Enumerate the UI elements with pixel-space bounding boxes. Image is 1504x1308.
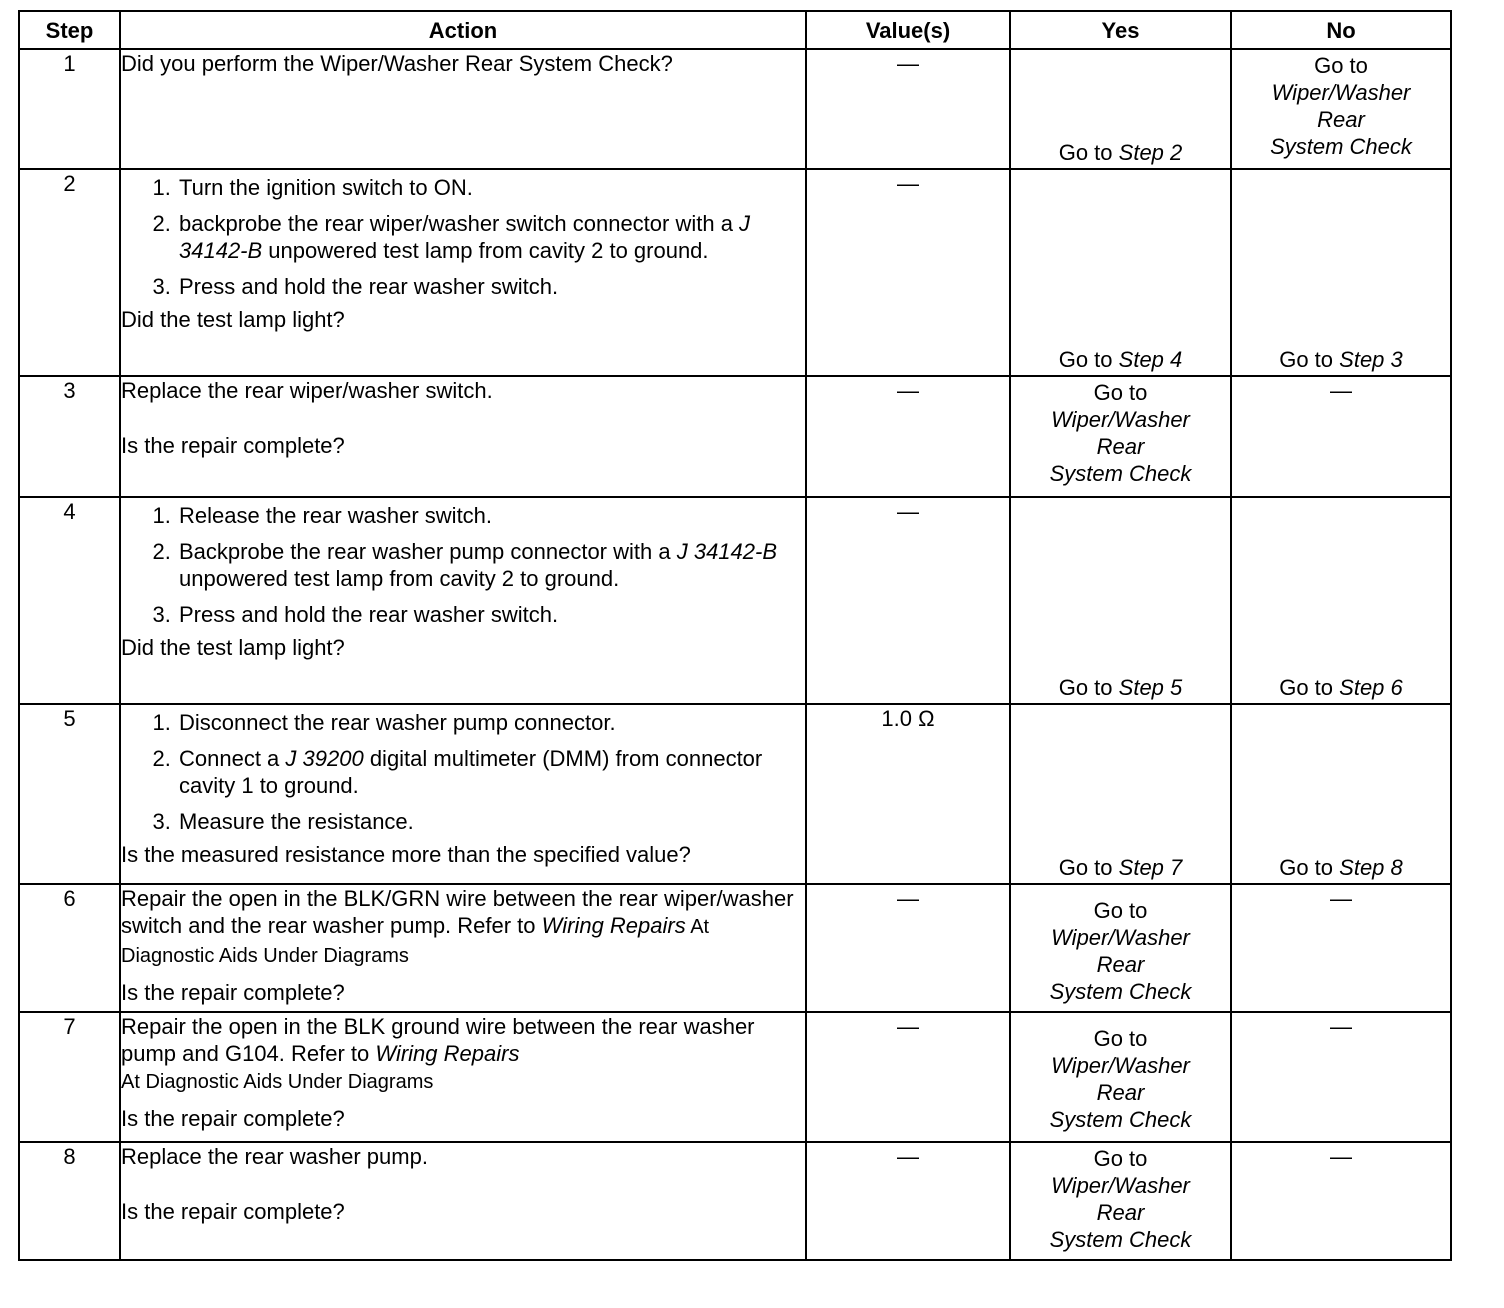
reference-link: Wiring Repairs [375,1041,520,1066]
action-cell [120,376,806,497]
action-text: Repair the open in the BLK ground wire between the rear washer pump and G104. Refer to Wiring Repairs At Diagnostic Aids Under Diagrams [121,1014,755,1093]
no-cell: — [1231,376,1451,497]
action-text: Replace the rear wiper/washer switch. [121,378,493,403]
step-number: 5 [19,704,120,884]
yes-answer: Go to Wiper/Washer Rear System Check [1049,1026,1192,1132]
table-row [19,497,1451,704]
header-yes: Yes [1010,11,1231,49]
yes-answer: Go to Step 7 [1058,855,1183,880]
question-text: Is the measured resistance more than the specified value? [121,842,691,867]
instruction-list [121,709,805,835]
step-number: 1 [19,49,120,169]
instruction-item: 1. Release the rear washer switch. [177,502,805,529]
no-target: Step 8 [1339,855,1403,880]
no-target: Step 6 [1339,675,1403,700]
instruction-item: 2. Connect a J 39200 digital multimeter (DMM) from connector cavity 1 to ground. [177,745,805,799]
header-values: Value(s) [806,11,1010,49]
header-step: Step [19,11,120,49]
action-text: Did you perform the Wiper/Washer Rear System Check? [121,51,673,76]
yes-answer: Go to Wiper/Washer Rear System Check [1049,1146,1192,1252]
action-cell [120,1142,806,1260]
yes-answer: Go to Step 4 [1058,347,1183,372]
no-cell [1231,49,1451,169]
yes-answer: Go to Wiper/Washer Rear System Check [1049,380,1192,486]
yes-cell [1010,1012,1231,1142]
yes-answer: Go to Step 2 [1058,140,1183,165]
step-number: 7 [19,1012,120,1142]
instruction-item: 3. Press and hold the rear washer switch. [177,273,805,300]
action-text: Replace the rear washer pump. [121,1144,428,1169]
header-action: Action [120,11,806,49]
no-cell: — [1231,884,1451,1012]
value-cell: — [806,884,1010,1012]
yes-cell [1010,169,1231,376]
action-cell [120,1012,806,1142]
yes-cell [1010,884,1231,1012]
value-cell: — [806,1012,1010,1142]
instruction-item: 3. Measure the resistance. [177,808,805,835]
no-answer: Go to Step 8 [1279,855,1403,880]
tool-reference: J 39200 [285,746,364,771]
yes-answer: Go to Step 5 [1058,675,1183,700]
instruction-item: 1. Disconnect the rear washer pump connector. [177,709,805,736]
action-cell [120,169,806,376]
question-text: Did the test lamp light? [121,635,345,660]
table-row [19,1142,1451,1260]
value-cell: — [806,1142,1010,1260]
reference-link: Wiring Repairs [541,913,686,938]
no-answer: Go to Wiper/Washer Rear System Check [1270,53,1412,159]
yes-target: Step 5 [1118,675,1183,700]
no-cell [1231,497,1451,704]
step-number: 6 [19,884,120,1012]
step-number: 2 [19,169,120,376]
no-target: Step 3 [1339,347,1403,372]
table-row [19,169,1451,376]
yes-target: Step 4 [1118,347,1183,372]
table-row [19,1012,1451,1142]
value-cell: — [806,169,1010,376]
table-row [19,884,1451,1012]
yes-cell [1010,497,1231,704]
step-number: 3 [19,376,120,497]
instruction-item: 3. Press and hold the rear washer switch. [177,601,805,628]
table-row [19,49,1451,169]
yes-cell [1010,1142,1231,1260]
no-cell: — [1231,1142,1451,1260]
header-row [19,11,1451,49]
action-cell [120,884,806,1012]
instruction-item: 2. Backprobe the rear washer pump connector with a J 34142-B unpowered test lamp from cavity 2 to ground. [177,538,805,592]
yes-target: Step 2 [1118,140,1183,165]
instruction-list [121,502,805,628]
question-text: Is the repair complete? [121,433,345,458]
question-text: Is the repair complete? [121,1199,345,1224]
instruction-list [121,174,805,300]
yes-cell [1010,704,1231,884]
action-cell [120,49,806,169]
tool-reference: J 34142-B [676,539,778,564]
no-answer: Go to Step 3 [1279,347,1403,372]
no-cell [1231,169,1451,376]
action-text: Repair the open in the BLK/GRN wire between the rear wiper/washer switch and the rear washer pump. Refer to Wiring Repairs At Diagnostic Aids Under Diagrams [121,886,794,967]
no-cell: — [1231,1012,1451,1142]
yes-cell [1010,376,1231,497]
instruction-item: 1. Turn the ignition switch to ON. [177,174,805,201]
value-cell: — [806,497,1010,704]
yes-answer: Go to Wiper/Washer Rear System Check [1049,898,1192,1004]
step-number: 8 [19,1142,120,1260]
value-cell: 1.0 Ω [806,704,1010,884]
question-text: Is the repair complete? [121,1106,345,1131]
tool-reference: J 34142-B [179,211,751,263]
step-number: 4 [19,497,120,704]
question-text: Is the repair complete? [121,980,345,1005]
yes-cell [1010,49,1231,169]
action-cell [120,497,806,704]
question-text: Did the test lamp light? [121,307,345,332]
diagnostic-table [18,10,1452,1261]
yes-target: Step 7 [1118,855,1183,880]
no-cell [1231,704,1451,884]
value-cell: — [806,376,1010,497]
table-row [19,376,1451,497]
action-cell [120,704,806,884]
instruction-item: 2. backprobe the rear wiper/washer switch connector with a J 34142-B unpowered test lamp from cavity 2 to ground. [177,210,805,264]
no-answer: Go to Step 6 [1279,675,1403,700]
table-row [19,704,1451,884]
header-no: No [1231,11,1451,49]
value-cell: — [806,49,1010,169]
